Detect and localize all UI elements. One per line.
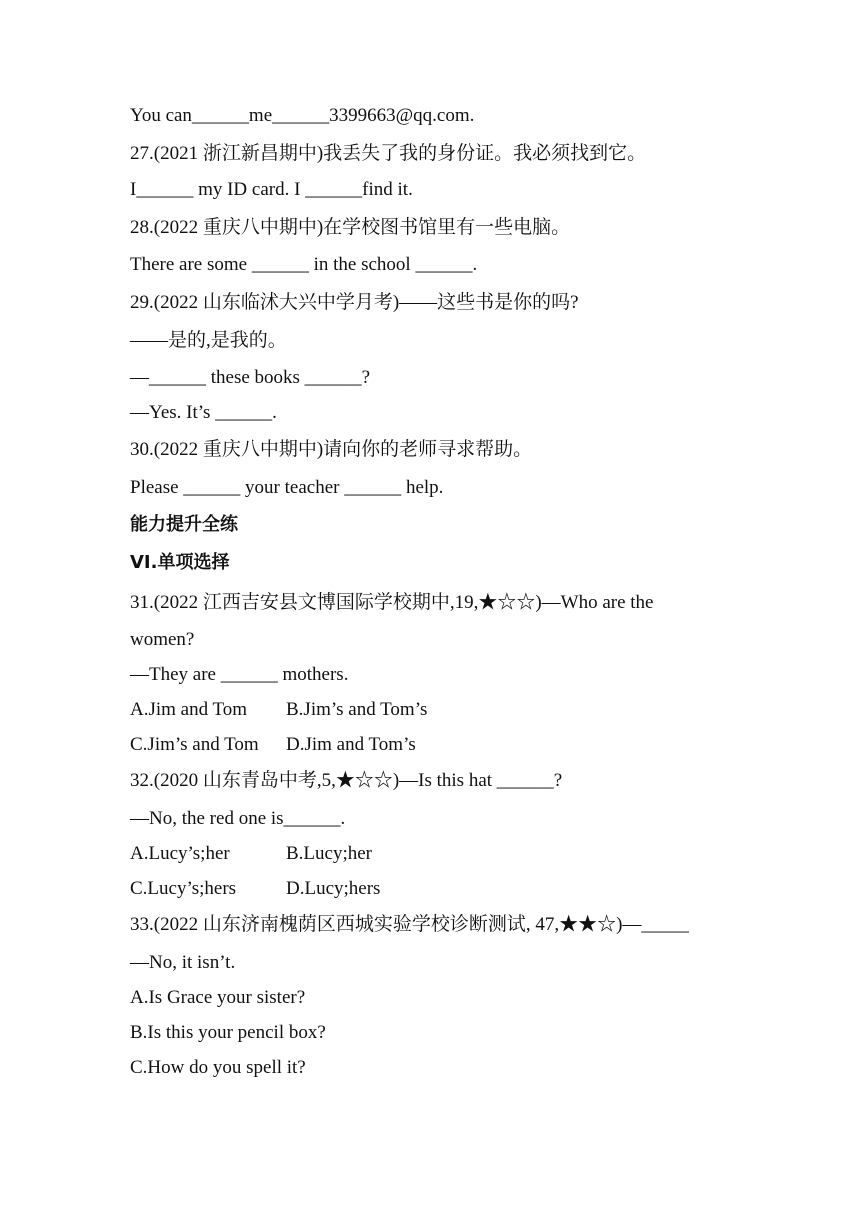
option-b: B.Lucy;her bbox=[286, 843, 373, 864]
option-b: B.Jim’s and Tom’s bbox=[286, 699, 428, 720]
option-a: A.Jim and Tom bbox=[130, 699, 248, 720]
question-29-answer-2: —Yes. It’s ______. bbox=[130, 402, 277, 423]
question-27-prompt: 27.(2021 浙江新昌期中)我丢失了我的身份证。我必须找到它。 bbox=[130, 143, 647, 164]
option-c: C.How do you spell it? bbox=[130, 1057, 306, 1078]
option-d: D.Jim and Tom’s bbox=[286, 734, 416, 755]
question-30-prompt: 30.(2022 重庆八中期中)请向你的老师寻求帮助。 bbox=[130, 439, 533, 460]
option-d: D.Lucy;hers bbox=[286, 878, 381, 899]
question-30-answer: Please ______ your teacher ______ help. bbox=[130, 477, 444, 498]
question-31-prompt-line-1: 31.(2022 江西吉安县文博国际学校期中,19,★☆☆)—Who are the bbox=[130, 592, 654, 613]
question-27-answer: I______ my ID card. I ______find it. bbox=[130, 179, 413, 200]
question-29-reply-cn: ——是的,是我的。 bbox=[130, 330, 287, 351]
section-subtitle: VI.单项选择 bbox=[130, 552, 230, 573]
email-sentence: You can______me______3399663@qq.com. bbox=[130, 105, 475, 126]
option-c: C.Lucy’s;hers bbox=[130, 878, 237, 899]
option-a: A.Lucy’s;her bbox=[130, 843, 230, 864]
question-33-reply: —No, it isn’t. bbox=[130, 952, 236, 973]
option-a: A.Is Grace your sister? bbox=[130, 987, 306, 1008]
question-32-options-row-1 bbox=[130, 842, 372, 866]
question-28-answer: There are some ______ in the school ______. bbox=[130, 254, 478, 275]
question-29-prompt: 29.(2022 山东临沭大兴中学月考)——这些书是你的吗? bbox=[130, 292, 579, 313]
question-31-reply: —They are ______ mothers. bbox=[130, 664, 349, 685]
question-32-prompt: 32.(2020 山东青岛中考,5,★☆☆)—Is this hat ______? bbox=[130, 770, 563, 791]
question-32-reply: —No, the red one is______. bbox=[130, 808, 346, 829]
question-32-options-row-2 bbox=[130, 877, 380, 901]
question-31-prompt-line-2: women? bbox=[130, 629, 195, 650]
question-29-answer-1: —______ these books ______? bbox=[130, 367, 371, 388]
question-31-options-row-2 bbox=[130, 733, 416, 757]
section-title: 能力提升全练 bbox=[130, 514, 238, 535]
question-31-options-row-1 bbox=[130, 698, 427, 722]
question-28-prompt: 28.(2022 重庆八中期中)在学校图书馆里有一些电脑。 bbox=[130, 217, 571, 238]
question-33-prompt: 33.(2022 山东济南槐荫区西城实验学校诊断测试, 47,★★☆)—_____ bbox=[130, 914, 689, 935]
option-b: B.Is this your pencil box? bbox=[130, 1022, 326, 1043]
option-c: C.Jim’s and Tom bbox=[130, 734, 259, 755]
